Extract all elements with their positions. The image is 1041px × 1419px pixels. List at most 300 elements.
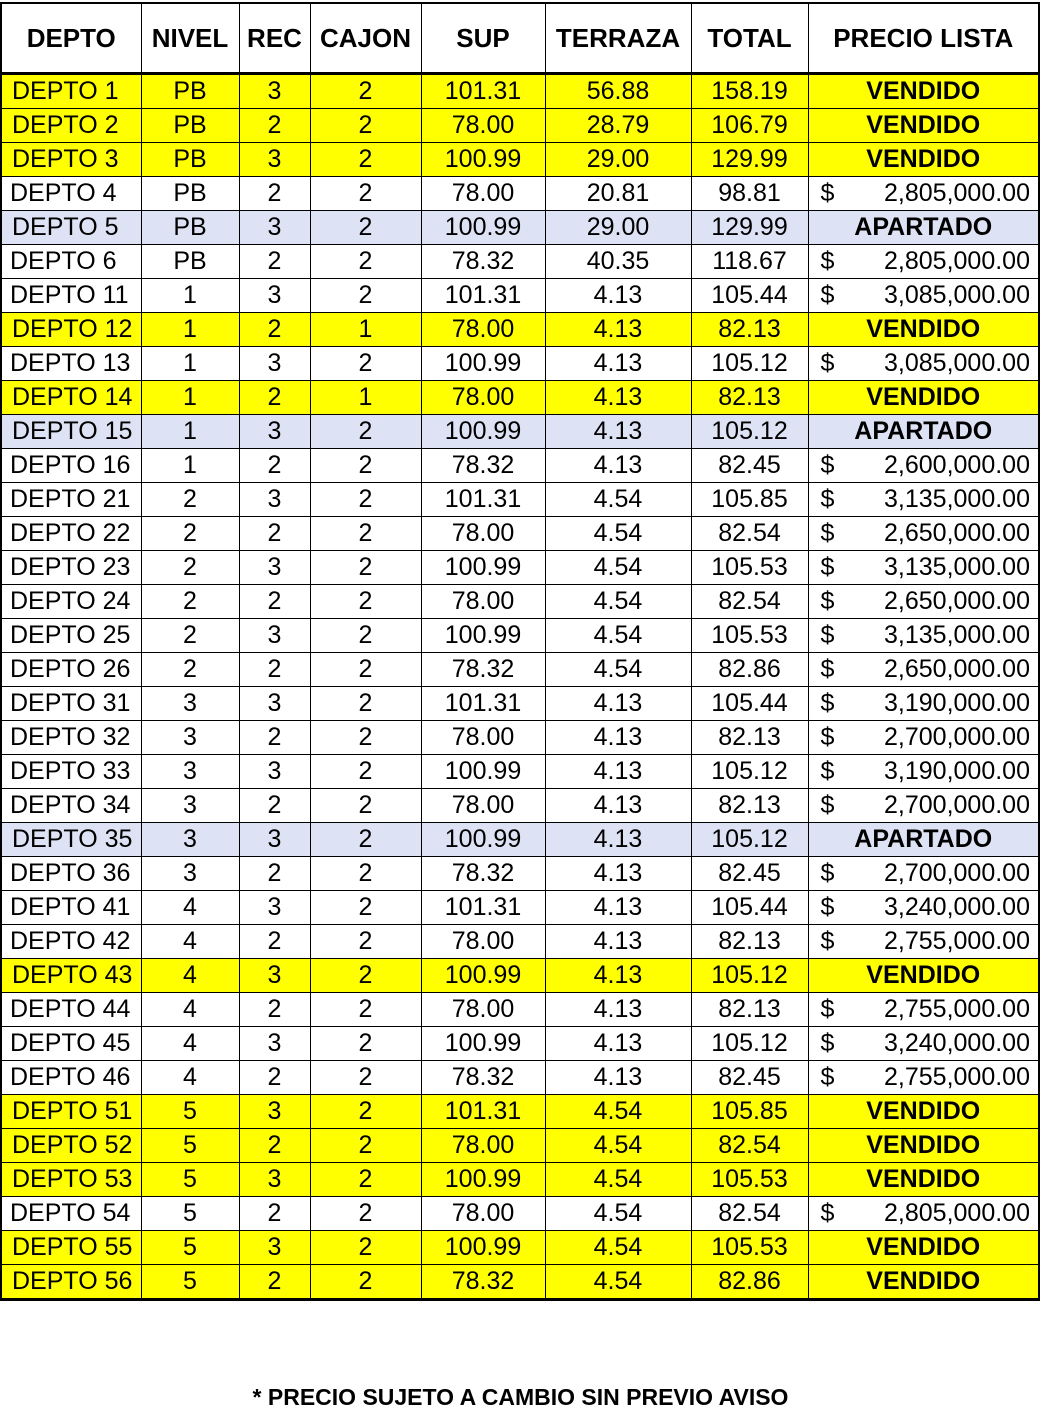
cell-nivel: PB: [141, 143, 239, 177]
cell-total: 105.44: [691, 891, 808, 925]
cell-depto: DEPTO 41: [1, 891, 141, 925]
table-row: [1, 143, 1039, 177]
cell-total: 82.13: [691, 993, 808, 1027]
price-amount: 3,135,000.00: [884, 553, 1030, 581]
cell-depto: DEPTO 21: [1, 483, 141, 517]
cell-depto: DEPTO 12: [1, 313, 141, 347]
header-row: [1, 3, 1039, 74]
cell-sup: 78.00: [421, 381, 545, 415]
table-header: [1, 3, 1039, 74]
cell-status-label: VENDIDO: [808, 1265, 1039, 1300]
header-sup: SUP: [421, 3, 545, 74]
cell-sup: 78.00: [421, 721, 545, 755]
cell-rec: 3: [239, 211, 310, 245]
cell-nivel: 4: [141, 891, 239, 925]
table-row: [1, 74, 1039, 109]
cell-rec: 2: [239, 1265, 310, 1300]
cell-nivel: PB: [141, 245, 239, 279]
cell-cajon: 2: [310, 211, 421, 245]
cell-cajon: 2: [310, 74, 421, 109]
cell-sup: 101.31: [421, 74, 545, 109]
cell-nivel: 2: [141, 517, 239, 551]
cell-cajon: 2: [310, 721, 421, 755]
cell-cajon: 1: [310, 381, 421, 415]
cell-total: 105.85: [691, 1095, 808, 1129]
cell-sup: 100.99: [421, 551, 545, 585]
cell-precio-lista: [808, 721, 1039, 755]
cell-cajon: 2: [310, 959, 421, 993]
cell-terraza: 4.13: [545, 1061, 691, 1095]
cell-rec: 2: [239, 109, 310, 143]
currency-symbol: $: [820, 587, 835, 615]
cell-cajon: 2: [310, 755, 421, 789]
cell-nivel: 1: [141, 415, 239, 449]
cell-terraza: 4.13: [545, 789, 691, 823]
cell-terraza: 4.54: [545, 1265, 691, 1300]
cell-total: 82.86: [691, 1265, 808, 1300]
cell-precio-lista: [808, 585, 1039, 619]
cell-status-label: VENDIDO: [808, 1095, 1039, 1129]
cell-sup: 78.00: [421, 177, 545, 211]
cell-depto: DEPTO 31: [1, 687, 141, 721]
cell-status-label: VENDIDO: [808, 1231, 1039, 1265]
cell-terraza: 4.54: [545, 483, 691, 517]
cell-terraza: 4.13: [545, 279, 691, 313]
cell-cajon: 2: [310, 585, 421, 619]
cell-status-label: APARTADO: [808, 823, 1039, 857]
cell-status-label: VENDIDO: [808, 74, 1039, 109]
cell-cajon: 2: [310, 245, 421, 279]
price-amount: 2,700,000.00: [884, 723, 1030, 751]
cell-total: 82.54: [691, 1129, 808, 1163]
price-amount: 2,805,000.00: [884, 179, 1030, 207]
cell-total: 105.12: [691, 959, 808, 993]
table-row: [1, 109, 1039, 143]
cell-nivel: 2: [141, 551, 239, 585]
cell-terraza: 4.13: [545, 415, 691, 449]
cell-sup: 78.32: [421, 245, 545, 279]
cell-depto: DEPTO 35: [1, 823, 141, 857]
cell-terraza: 29.00: [545, 143, 691, 177]
cell-sup: 101.31: [421, 891, 545, 925]
table-row: [1, 823, 1039, 857]
price-amount: 2,805,000.00: [884, 1199, 1030, 1227]
price-amount: 3,135,000.00: [884, 621, 1030, 649]
table-row: [1, 177, 1039, 211]
cell-cajon: 2: [310, 347, 421, 381]
cell-depto: DEPTO 24: [1, 585, 141, 619]
price-amount: 3,240,000.00: [884, 893, 1030, 921]
table-row: [1, 245, 1039, 279]
cell-rec: 2: [239, 585, 310, 619]
table-row: [1, 1197, 1039, 1231]
price-amount: 3,190,000.00: [884, 689, 1030, 717]
cell-sup: 78.32: [421, 449, 545, 483]
cell-total: 105.85: [691, 483, 808, 517]
price-amount: 3,190,000.00: [884, 757, 1030, 785]
cell-sup: 100.99: [421, 1163, 545, 1197]
cell-nivel: PB: [141, 74, 239, 109]
cell-status-label: VENDIDO: [808, 109, 1039, 143]
cell-precio-lista: [808, 1197, 1039, 1231]
cell-precio-lista: [808, 687, 1039, 721]
table-row: [1, 517, 1039, 551]
cell-depto: DEPTO 6: [1, 245, 141, 279]
cell-sup: 100.99: [421, 211, 545, 245]
cell-rec: 3: [239, 959, 310, 993]
table-row: [1, 1163, 1039, 1197]
cell-depto: DEPTO 36: [1, 857, 141, 891]
cell-rec: 2: [239, 721, 310, 755]
cell-sup: 78.00: [421, 517, 545, 551]
cell-total: 105.53: [691, 551, 808, 585]
cell-rec: 2: [239, 925, 310, 959]
cell-sup: 100.99: [421, 959, 545, 993]
cell-total: 82.45: [691, 1061, 808, 1095]
price-list-table-wrapper: [0, 2, 1038, 1301]
cell-status-label: VENDIDO: [808, 1129, 1039, 1163]
cell-sup: 78.00: [421, 1129, 545, 1163]
cell-total: 98.81: [691, 177, 808, 211]
price-amount: 3,085,000.00: [884, 349, 1030, 377]
table-row: [1, 721, 1039, 755]
table-row: [1, 993, 1039, 1027]
cell-precio-lista: [808, 993, 1039, 1027]
price-amount: 2,805,000.00: [884, 247, 1030, 275]
cell-rec: 2: [239, 857, 310, 891]
currency-symbol: $: [820, 655, 835, 683]
cell-depto: DEPTO 14: [1, 381, 141, 415]
cell-cajon: 2: [310, 1231, 421, 1265]
cell-rec: 2: [239, 517, 310, 551]
currency-symbol: $: [820, 995, 835, 1023]
cell-total: 105.12: [691, 415, 808, 449]
cell-sup: 100.99: [421, 347, 545, 381]
cell-total: 105.53: [691, 1231, 808, 1265]
cell-nivel: 5: [141, 1265, 239, 1300]
table-row: [1, 279, 1039, 313]
table-row: [1, 755, 1039, 789]
cell-sup: 100.99: [421, 755, 545, 789]
cell-precio-lista: [808, 653, 1039, 687]
cell-cajon: 2: [310, 279, 421, 313]
header-total: TOTAL: [691, 3, 808, 74]
cell-total: 105.44: [691, 687, 808, 721]
cell-rec: 2: [239, 1197, 310, 1231]
currency-symbol: $: [820, 723, 835, 751]
price-amount: 3,240,000.00: [884, 1029, 1030, 1057]
cell-precio-lista: [808, 279, 1039, 313]
cell-nivel: 2: [141, 483, 239, 517]
cell-terraza: 4.13: [545, 1027, 691, 1061]
currency-symbol: $: [820, 247, 835, 275]
cell-depto: DEPTO 44: [1, 993, 141, 1027]
currency-symbol: $: [820, 485, 835, 513]
cell-depto: DEPTO 52: [1, 1129, 141, 1163]
cell-nivel: 4: [141, 925, 239, 959]
cell-nivel: 5: [141, 1095, 239, 1129]
cell-nivel: 5: [141, 1129, 239, 1163]
currency-symbol: $: [820, 349, 835, 377]
currency-symbol: $: [820, 281, 835, 309]
cell-terraza: 4.13: [545, 313, 691, 347]
cell-precio-lista: [808, 755, 1039, 789]
table-row: [1, 483, 1039, 517]
cell-precio-lista: [808, 891, 1039, 925]
cell-terraza: 56.88: [545, 74, 691, 109]
cell-cajon: 2: [310, 619, 421, 653]
cell-rec: 2: [239, 449, 310, 483]
cell-rec: 3: [239, 483, 310, 517]
currency-symbol: $: [820, 519, 835, 547]
price-amount: 3,085,000.00: [884, 281, 1030, 309]
cell-terraza: 4.13: [545, 721, 691, 755]
cell-nivel: 3: [141, 721, 239, 755]
table-row: [1, 313, 1039, 347]
cell-depto: DEPTO 23: [1, 551, 141, 585]
cell-terraza: 29.00: [545, 211, 691, 245]
cell-rec: 3: [239, 1231, 310, 1265]
cell-depto: DEPTO 1: [1, 74, 141, 109]
cell-depto: DEPTO 15: [1, 415, 141, 449]
cell-depto: DEPTO 56: [1, 1265, 141, 1300]
cell-depto: DEPTO 22: [1, 517, 141, 551]
table-row: [1, 619, 1039, 653]
cell-depto: DEPTO 11: [1, 279, 141, 313]
cell-nivel: 1: [141, 347, 239, 381]
table-row: [1, 1095, 1039, 1129]
cell-nivel: PB: [141, 177, 239, 211]
cell-terraza: 40.35: [545, 245, 691, 279]
cell-sup: 100.99: [421, 415, 545, 449]
cell-nivel: 2: [141, 653, 239, 687]
cell-sup: 78.00: [421, 925, 545, 959]
cell-rec: 2: [239, 1061, 310, 1095]
cell-depto: DEPTO 46: [1, 1061, 141, 1095]
cell-depto: DEPTO 45: [1, 1027, 141, 1061]
cell-total: 105.12: [691, 755, 808, 789]
cell-total: 105.12: [691, 347, 808, 381]
cell-total: 82.45: [691, 857, 808, 891]
cell-nivel: 4: [141, 1061, 239, 1095]
table-row: [1, 211, 1039, 245]
currency-symbol: $: [820, 689, 835, 717]
cell-precio-lista: [808, 517, 1039, 551]
cell-terraza: 4.54: [545, 619, 691, 653]
cell-terraza: 4.13: [545, 823, 691, 857]
cell-rec: 3: [239, 1027, 310, 1061]
cell-sup: 78.32: [421, 1265, 545, 1300]
cell-total: 105.12: [691, 823, 808, 857]
cell-cajon: 2: [310, 483, 421, 517]
cell-rec: 3: [239, 619, 310, 653]
cell-depto: DEPTO 4: [1, 177, 141, 211]
cell-sup: 100.99: [421, 143, 545, 177]
cell-total: 82.13: [691, 721, 808, 755]
currency-symbol: $: [820, 927, 835, 955]
currency-symbol: $: [820, 621, 835, 649]
cell-total: 106.79: [691, 109, 808, 143]
price-list-table: [0, 2, 1040, 1301]
cell-depto: DEPTO 43: [1, 959, 141, 993]
cell-nivel: 3: [141, 755, 239, 789]
cell-depto: DEPTO 3: [1, 143, 141, 177]
cell-depto: DEPTO 25: [1, 619, 141, 653]
cell-total: 129.99: [691, 143, 808, 177]
table-row: [1, 551, 1039, 585]
cell-precio-lista: [808, 483, 1039, 517]
cell-total: 82.13: [691, 925, 808, 959]
currency-symbol: $: [820, 893, 835, 921]
table-row: [1, 1265, 1039, 1300]
table-row: [1, 891, 1039, 925]
header-cajon: CAJON: [310, 3, 421, 74]
cell-precio-lista: [808, 619, 1039, 653]
cell-rec: 2: [239, 177, 310, 211]
table-row: [1, 347, 1039, 381]
header-precio-lista: PRECIO LISTA: [808, 3, 1039, 74]
cell-terraza: 4.13: [545, 449, 691, 483]
cell-sup: 78.32: [421, 653, 545, 687]
table-row: [1, 1027, 1039, 1061]
cell-depto: DEPTO 5: [1, 211, 141, 245]
price-amount: 2,755,000.00: [884, 995, 1030, 1023]
cell-sup: 78.00: [421, 993, 545, 1027]
price-amount: 2,650,000.00: [884, 587, 1030, 615]
cell-terraza: 4.13: [545, 891, 691, 925]
cell-precio-lista: [808, 245, 1039, 279]
cell-status-label: VENDIDO: [808, 143, 1039, 177]
cell-total: 82.13: [691, 381, 808, 415]
table-row: [1, 653, 1039, 687]
cell-sup: 78.32: [421, 857, 545, 891]
cell-rec: 3: [239, 347, 310, 381]
table-row: [1, 1129, 1039, 1163]
currency-symbol: $: [820, 859, 835, 887]
cell-nivel: 1: [141, 449, 239, 483]
cell-cajon: 2: [310, 891, 421, 925]
price-amount: 2,755,000.00: [884, 1063, 1030, 1091]
cell-sup: 78.00: [421, 313, 545, 347]
cell-terraza: 4.13: [545, 925, 691, 959]
cell-terraza: 4.54: [545, 517, 691, 551]
cell-terraza: 4.54: [545, 551, 691, 585]
table-body: [1, 74, 1039, 1300]
cell-precio-lista: [808, 857, 1039, 891]
cell-precio-lista: [808, 551, 1039, 585]
currency-symbol: $: [820, 1199, 835, 1227]
table-row: [1, 381, 1039, 415]
cell-depto: DEPTO 13: [1, 347, 141, 381]
cell-terraza: 4.54: [545, 1163, 691, 1197]
cell-depto: DEPTO 26: [1, 653, 141, 687]
cell-cajon: 2: [310, 925, 421, 959]
cell-terraza: 4.54: [545, 585, 691, 619]
currency-symbol: $: [820, 1029, 835, 1057]
cell-cajon: 2: [310, 1265, 421, 1300]
cell-rec: 2: [239, 245, 310, 279]
cell-precio-lista: [808, 925, 1039, 959]
cell-terraza: 20.81: [545, 177, 691, 211]
cell-cajon: 2: [310, 1197, 421, 1231]
price-amount: 2,650,000.00: [884, 519, 1030, 547]
cell-terraza: 28.79: [545, 109, 691, 143]
cell-status-label: VENDIDO: [808, 959, 1039, 993]
table-row: [1, 1061, 1039, 1095]
cell-total: 82.86: [691, 653, 808, 687]
cell-rec: 3: [239, 755, 310, 789]
cell-status-label: APARTADO: [808, 211, 1039, 245]
cell-rec: 3: [239, 823, 310, 857]
cell-cajon: 2: [310, 687, 421, 721]
table-row: [1, 1231, 1039, 1265]
cell-sup: 78.00: [421, 585, 545, 619]
cell-cajon: 1: [310, 313, 421, 347]
cell-cajon: 2: [310, 1027, 421, 1061]
cell-rec: 3: [239, 415, 310, 449]
cell-rec: 3: [239, 279, 310, 313]
cell-depto: DEPTO 2: [1, 109, 141, 143]
table-row: [1, 925, 1039, 959]
cell-total: 105.44: [691, 279, 808, 313]
cell-rec: 2: [239, 313, 310, 347]
cell-cajon: 2: [310, 449, 421, 483]
cell-status-label: VENDIDO: [808, 313, 1039, 347]
cell-nivel: 5: [141, 1163, 239, 1197]
cell-total: 158.19: [691, 74, 808, 109]
cell-total: 82.13: [691, 313, 808, 347]
cell-terraza: 4.13: [545, 347, 691, 381]
cell-precio-lista: [808, 789, 1039, 823]
table-row: [1, 789, 1039, 823]
header-terraza: TERRAZA: [545, 3, 691, 74]
cell-nivel: 2: [141, 619, 239, 653]
cell-nivel: 1: [141, 279, 239, 313]
cell-cajon: 2: [310, 993, 421, 1027]
cell-depto: DEPTO 34: [1, 789, 141, 823]
cell-status-label: VENDIDO: [808, 381, 1039, 415]
cell-sup: 101.31: [421, 687, 545, 721]
cell-total: 82.13: [691, 789, 808, 823]
cell-nivel: PB: [141, 109, 239, 143]
cell-sup: 78.00: [421, 109, 545, 143]
cell-nivel: 4: [141, 1027, 239, 1061]
cell-nivel: PB: [141, 211, 239, 245]
cell-sup: 101.31: [421, 483, 545, 517]
cell-status-label: VENDIDO: [808, 1163, 1039, 1197]
header-depto: DEPTO: [1, 3, 141, 74]
cell-terraza: 4.54: [545, 653, 691, 687]
currency-symbol: $: [820, 553, 835, 581]
cell-rec: 3: [239, 551, 310, 585]
cell-total: 105.12: [691, 1027, 808, 1061]
cell-terraza: 4.13: [545, 687, 691, 721]
cell-depto: DEPTO 32: [1, 721, 141, 755]
cell-cajon: 2: [310, 1163, 421, 1197]
cell-terraza: 4.54: [545, 1231, 691, 1265]
cell-sup: 100.99: [421, 1027, 545, 1061]
cell-nivel: 3: [141, 687, 239, 721]
cell-sup: 100.99: [421, 1231, 545, 1265]
currency-symbol: $: [820, 451, 835, 479]
cell-total: 82.54: [691, 517, 808, 551]
header-rec: REC: [239, 3, 310, 74]
cell-rec: 3: [239, 687, 310, 721]
cell-nivel: 4: [141, 993, 239, 1027]
cell-nivel: 3: [141, 823, 239, 857]
cell-cajon: 2: [310, 857, 421, 891]
cell-rec: 2: [239, 653, 310, 687]
